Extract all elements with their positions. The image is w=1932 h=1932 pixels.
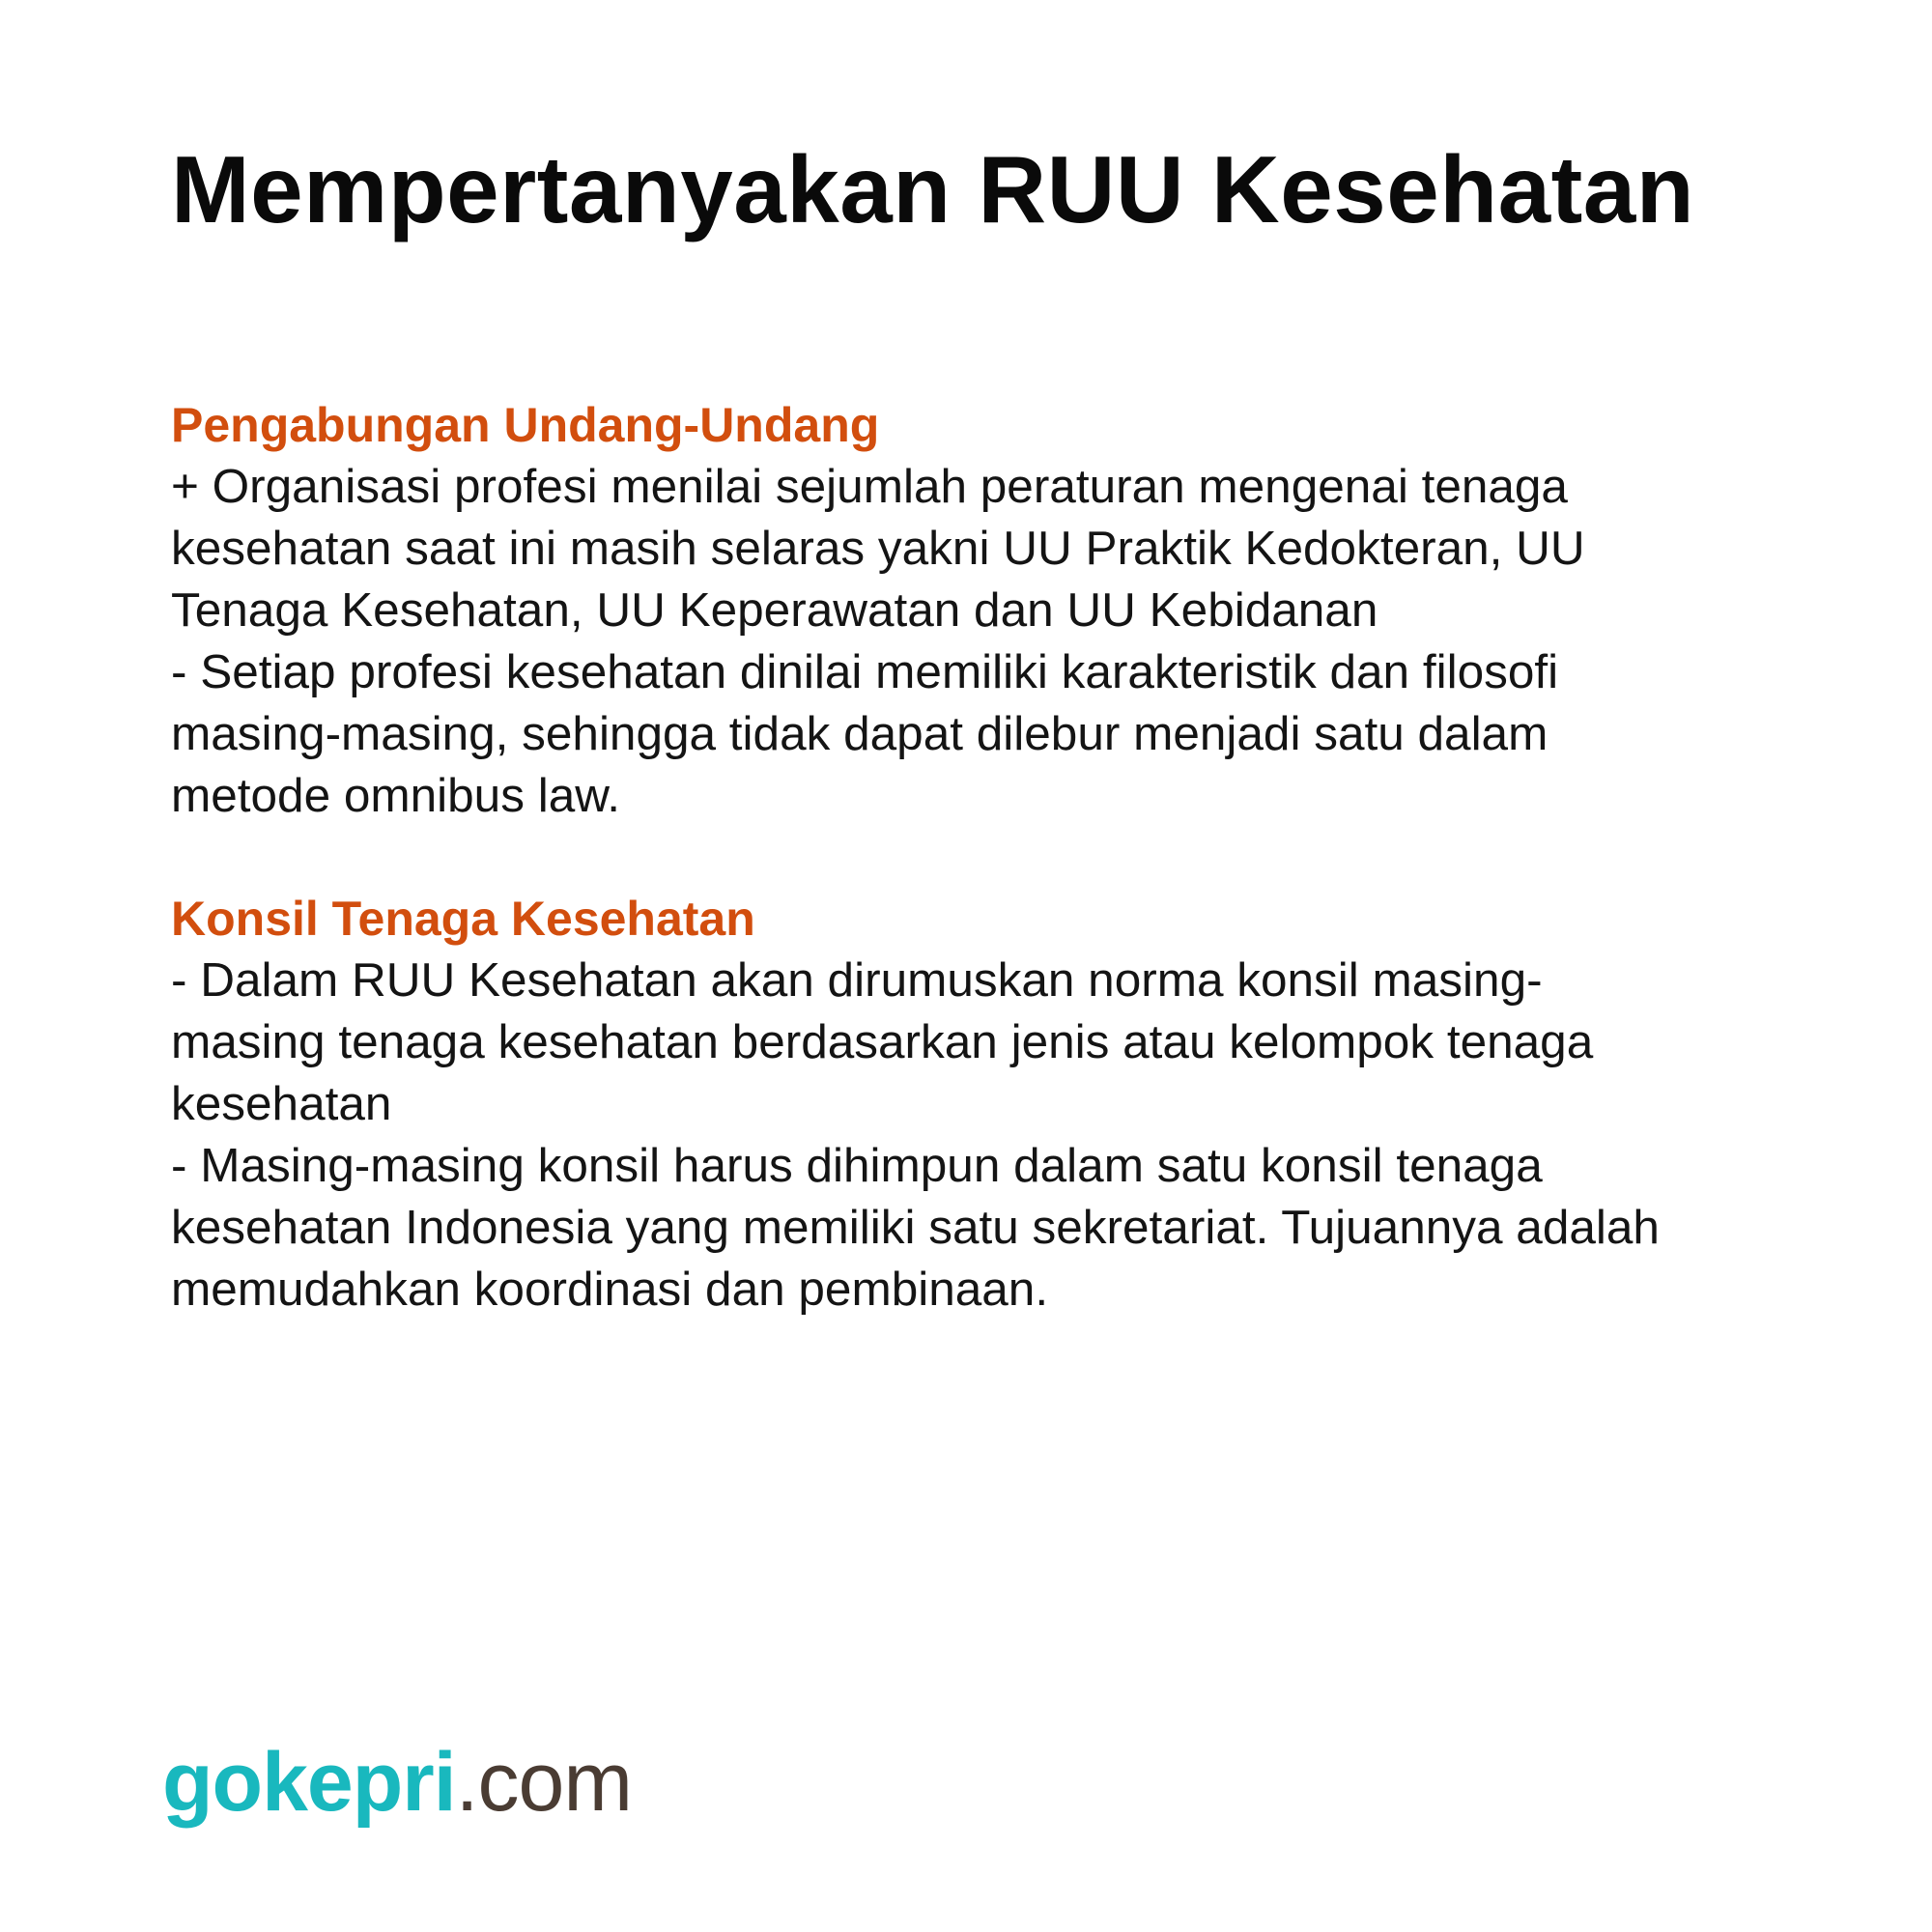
paragraph-line: Tenaga Kesehatan, UU Keperawatan dan UU Kebidanan (171, 583, 1378, 637)
section-heading: Konsil Tenaga Kesehatan (171, 892, 755, 946)
paragraph-line: masing tenaga kesehatan berdasarkan jenis atau kelompok tenaga (171, 1015, 1594, 1068)
section-heading: Pengabungan Undang-Undang (171, 398, 880, 452)
paragraph-line: metode omnibus law. (171, 769, 621, 822)
paragraph-line: kesehatan (171, 1077, 392, 1130)
article-body (171, 394, 1813, 1321)
paragraph-line: - Masing-masing konsil harus dihimpun dalam satu konsil tenaga (171, 1139, 1543, 1192)
paragraph-line: masing-masing, sehingga tidak dapat dilebur menjadi satu dalam (171, 707, 1548, 760)
paragraph-line: memudahkan koordinasi dan pembinaan. (171, 1263, 1049, 1316)
paragraph-line: - Setiap profesi kesehatan dinilai memiliki karakteristik dan filosofi (171, 645, 1559, 698)
logo-tld: .com (455, 1736, 632, 1829)
paragraph-line: kesehatan saat ini masih selaras yakni UU Praktik Kedokteran, UU (171, 522, 1585, 575)
paragraph-line: kesehatan Indonesia yang memiliki satu sekretariat. Tujuannya adalah (171, 1201, 1660, 1254)
logo-wordmark: gokepri (162, 1736, 456, 1829)
gokepri-logo (162, 1734, 632, 1831)
section-pengabungan-undang-undang (171, 394, 1813, 827)
paragraph-line: - Dalam RUU Kesehatan akan dirumuskan norma konsil masing- (171, 953, 1543, 1007)
section-konsil-tenaga-kesehatan (171, 888, 1813, 1321)
page-title: Mempertanyakan RUU Kesehatan (171, 136, 1695, 242)
paragraph-line: + Organisasi profesi menilai sejumlah peraturan mengenai tenaga (171, 460, 1568, 513)
